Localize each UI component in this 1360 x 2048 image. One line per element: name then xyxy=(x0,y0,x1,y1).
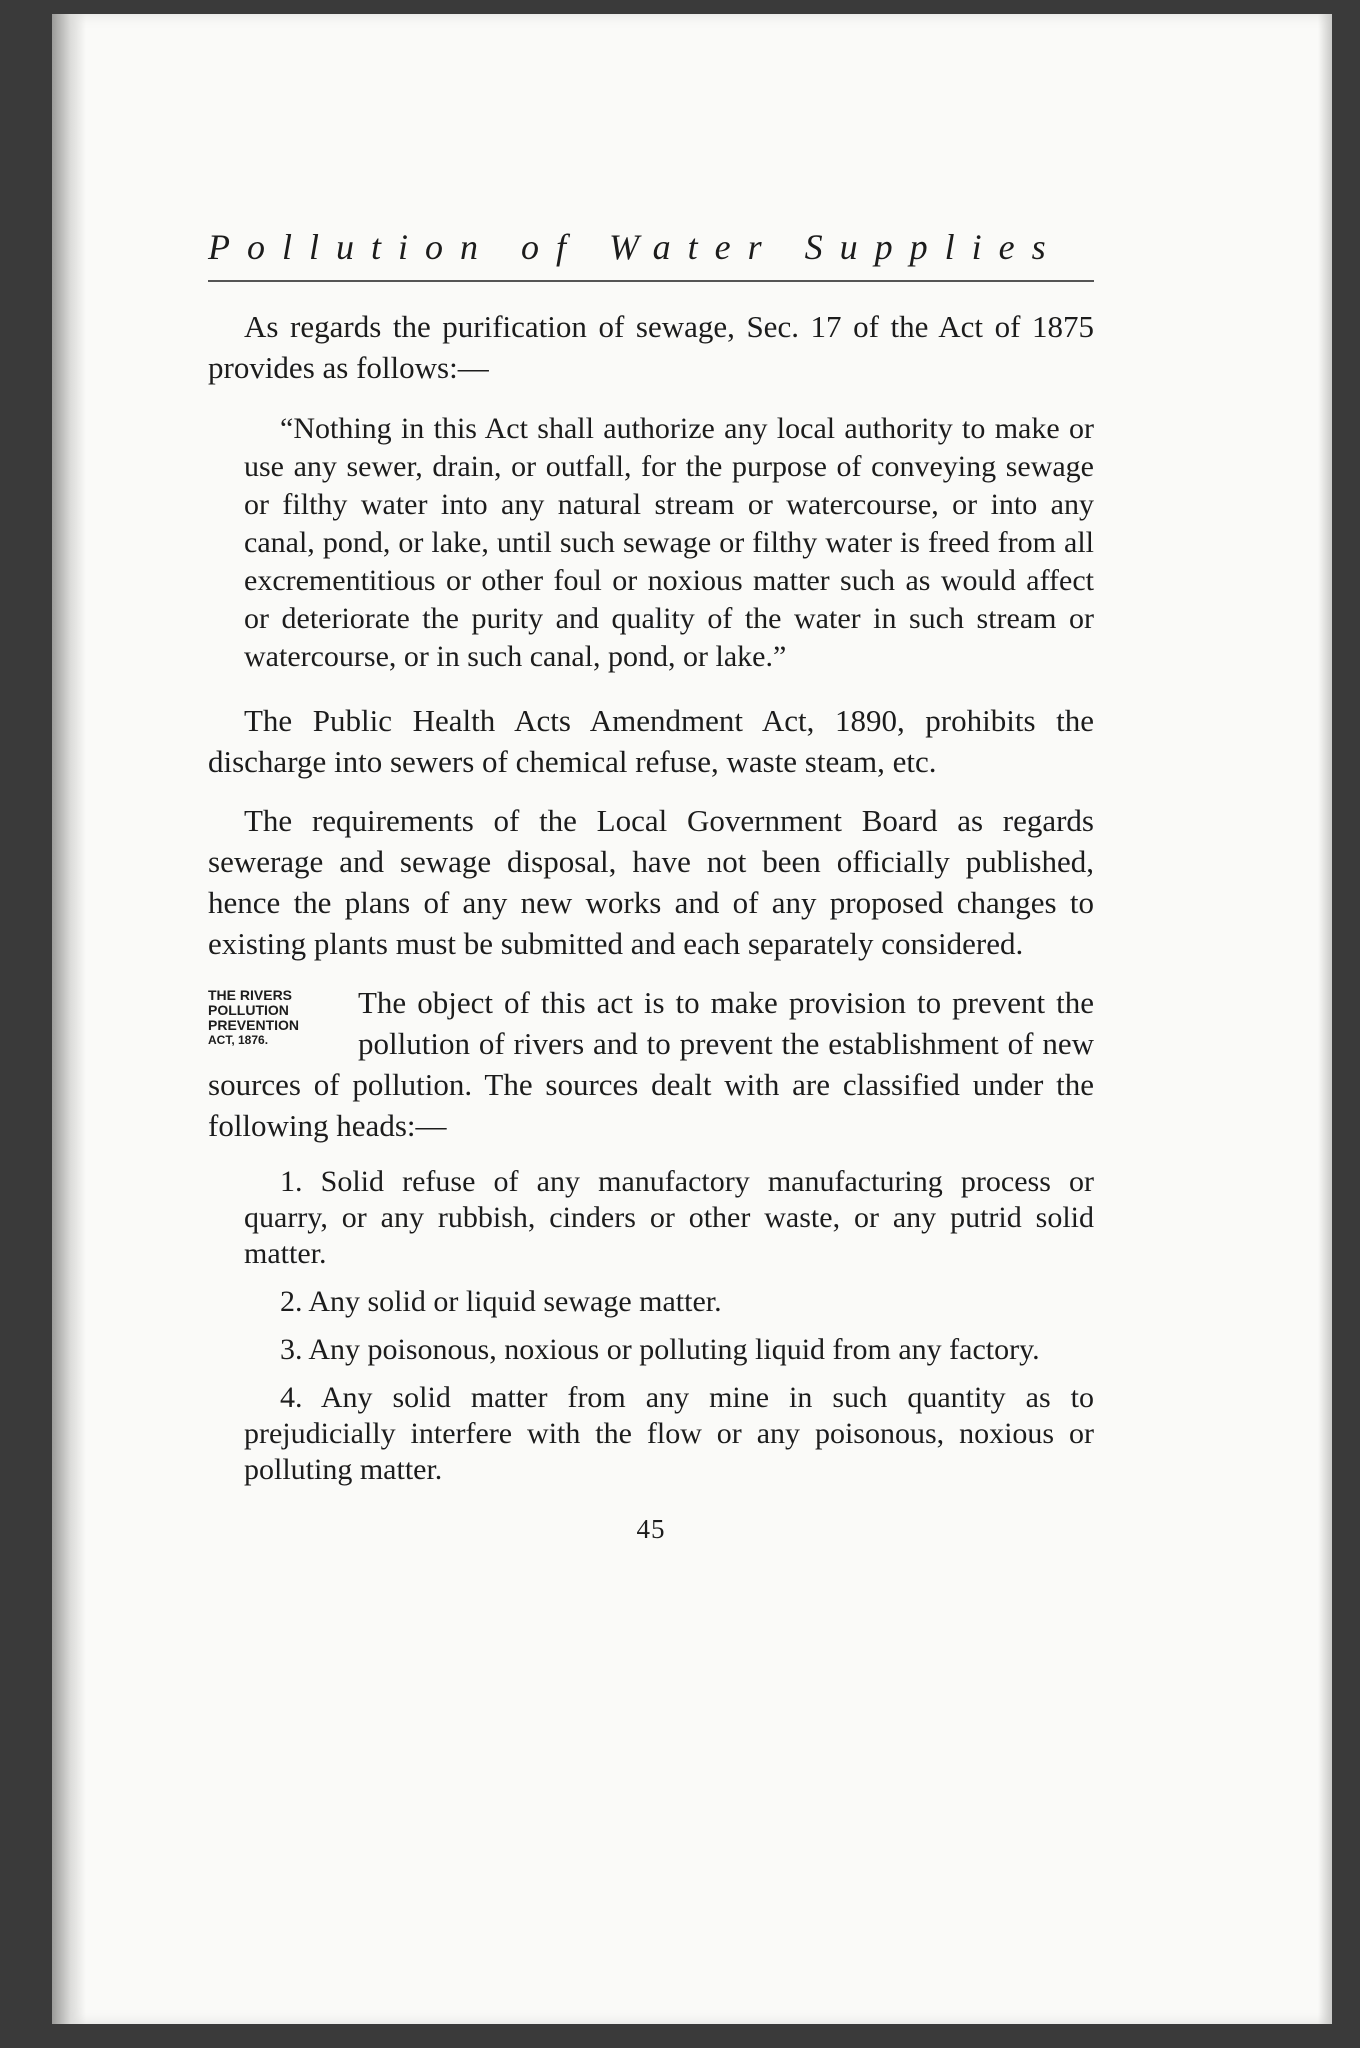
list-item: 4. Any solid matter from any mine in such quantity as to prejudicially interfere with the flow or any poisonous, noxious or polluting matter. xyxy=(244,1381,1094,1486)
amendment-paragraph: The Public Health Acts Amendment Act, 1890, prohibits the discharge into sewers of chemical refuse, waste steam, etc. xyxy=(208,703,1094,779)
quoted-section-17: “Nothing in this Act shall authorize any local authority to make or use any sewer, drain, or outfall, for the purpose of conveying sewage or filthy water into any natural stream or watercourse, or into any canal, pond, or lake, until such sewage or filthy water is freed from all excrementitious or other foul or noxious matter such as would affect or deteriorate the purity and quality of the water in such stream or watercourse, or in such canal, pond, or lake.” xyxy=(244,412,1094,673)
sidenote-line-3: PREVENTION xyxy=(208,1017,300,1033)
requirements-paragraph: The requirements of the Local Government Board as regards sewerage and sewage disposal, have not been officially published, hence the plans of any new works and of any proposed changes to existing plants must be submitted and each separately considered. xyxy=(208,803,1094,961)
sidenote-line-1: THE RIVERS xyxy=(208,987,293,1003)
margin-sidenote xyxy=(208,988,356,1048)
list-item: 2. Any solid or liquid sewage matter. xyxy=(280,1285,722,1318)
rivers-act-paragraph: The object of this act is to make provision to prevent the pollution of rivers and to prevent the establishment of new sources of pollution. The sources dealt with are classified under the following heads:— xyxy=(208,985,1094,1143)
intro-paragraph: As regards the purification of sewage, Sec. 17 of the Act of 1875 provides as follows:— xyxy=(208,309,1094,385)
running-head: Pollution of Water Supplies xyxy=(208,227,1063,267)
page-content xyxy=(208,222,1094,1545)
header-rule xyxy=(208,280,1094,282)
page-number: 45 xyxy=(636,1514,666,1544)
sidenote-line-4: ACT, 1876. xyxy=(208,1033,269,1047)
sidenote-line-2: POLLUTION xyxy=(208,1002,289,1018)
page-edge-shadow xyxy=(1318,14,1332,2024)
rivers-act-section xyxy=(208,982,1094,1146)
list-item: 1. Solid refuse of any manufactory manufacturing process or quarry, or any rubbish, cinders or other waste, or any putrid solid matter. xyxy=(244,1165,1094,1270)
page-gutter-shadow xyxy=(52,14,86,2024)
list-item: 3. Any poisonous, noxious or polluting liquid from any factory. xyxy=(280,1333,1040,1366)
